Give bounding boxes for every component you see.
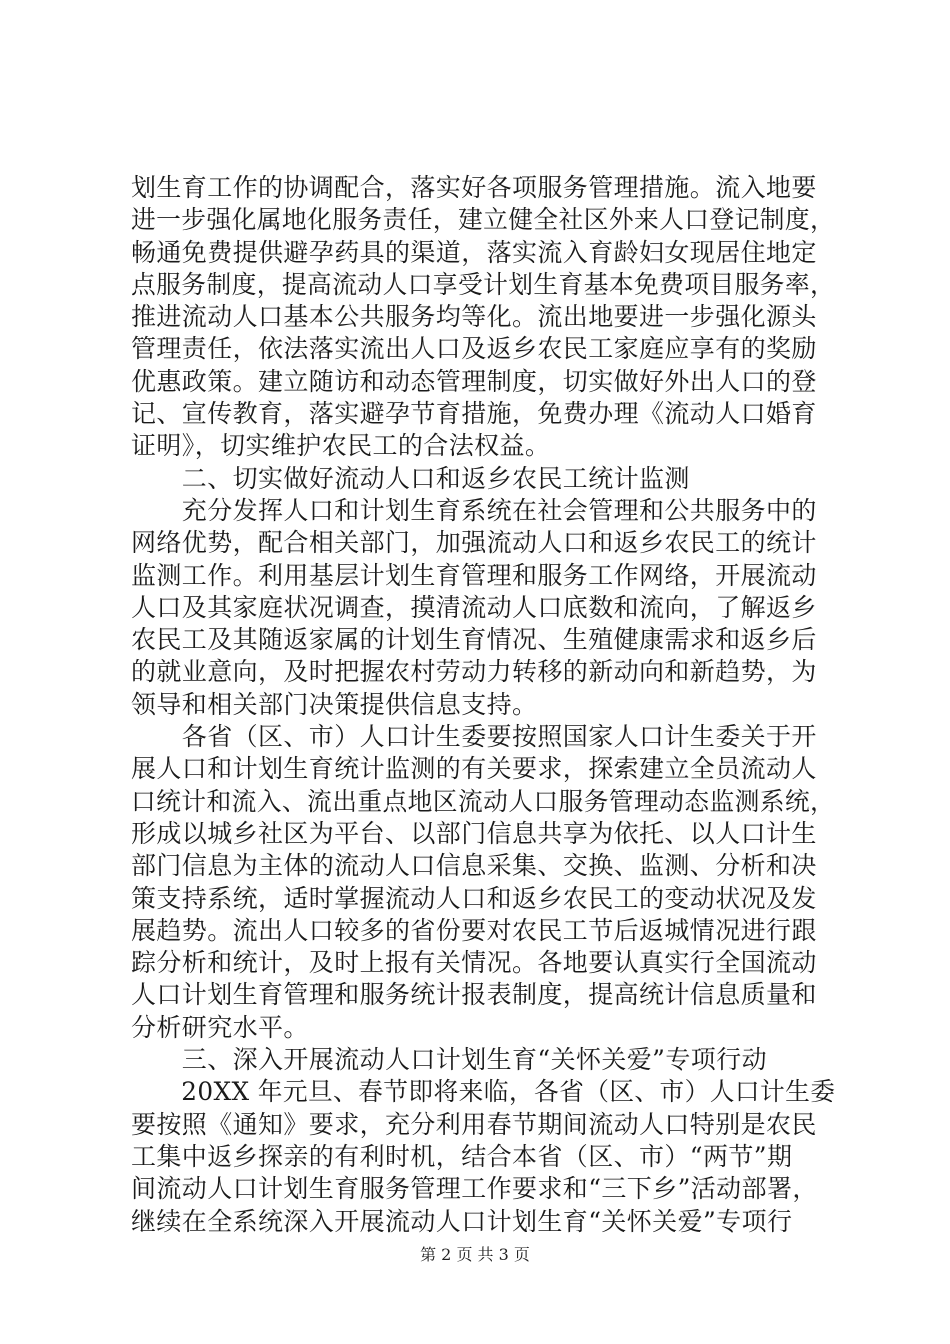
text-line: 各省（区、市）人口计生委要按照国家人口计生委关于开 [131,722,817,752]
text-line: 部门信息为主体的流动人口信息采集、交换、监测、分析和决 [131,851,817,881]
text-line: 口统计和流入、流出重点地区流动人口服务管理动态监测系统， [131,786,836,816]
text-line: 畅通免费提供避孕药具的渠道，落实流入育龄妇女现居住地定 [131,237,817,267]
text-line: 20XX 年元旦、春节即将来临，各省（区、市）人口计生委 [131,1077,836,1107]
text-line: 充分发挥人口和计划生育系统在社会管理和公共服务中的 [131,495,817,525]
text-line: 划生育工作的协调配合，落实好各项服务管理措施。流入地要 [131,173,817,202]
text-line: 形成以城乡社区为平台、以部门信息共享为依托、以人口计生 [131,818,817,848]
text-line: 二、切实做好流动人口和返乡农民工统计监测 [131,463,690,493]
text-line: 推进流动人口基本公共服务均等化。流出地要进一步强化源头 [131,302,817,332]
text-line: 展趋势。流出人口较多的省份要对农民工节后返城情况进行跟 [131,915,817,945]
text-line: 间流动人口计划生育服务管理工作要求和“三下乡”活动部署， [131,1174,818,1204]
text-line: 领导和相关部门决策提供信息支持。 [131,689,538,719]
text-line: 三、深入开展流动人口计划生育“关怀关爱”专项行动 [131,1045,767,1075]
text-line: 进一步强化属地化服务责任，建立健全社区外来人口登记制度， [131,205,836,235]
text-line: 证明》，切实维护农民工的合法权益。 [131,431,551,461]
text-line: 优惠政策。建立随访和动态管理制度，切实做好外出人口的登 [131,366,817,396]
text-line: 策支持系统，适时掌握流动人口和返乡农民工的变动状况及发 [131,883,817,913]
text-line: 管理责任，依法落实流出人口及返乡农民工家庭应享有的奖励 [131,334,817,364]
text-line: 农民工及其随返家属的计划生育情况、生殖健康需求和返乡后 [131,625,817,655]
page-footer: 第 2 页 共 3 页 [420,1245,530,1264]
text-line: 展人口和计划生育统计监测的有关要求，探索建立全员流动人 [131,754,817,784]
text-line: 工集中返乡探亲的有利时机，结合本省（区、市）“两节”期 [131,1141,793,1171]
text-line: 记、宣传教育，落实避孕节育措施，免费办理《流动人口婚育 [131,399,817,429]
text-line: 人口计划生育管理和服务统计报表制度，提高统计信息质量和 [131,980,817,1010]
text-line: 的就业意向，及时把握农村劳动力转移的新动向和新趋势，为 [131,657,817,687]
text-line: 网络优势，配合相关部门，加强流动人口和返乡农民工的统计 [131,528,817,558]
text-line: 点服务制度，提高流动人口享受计划生育基本免费项目服务率， [131,269,836,299]
body-text [131,172,836,1238]
text-line: 人口及其家庭状况调查，摸清流动人口底数和流向，了解返乡 [131,592,817,622]
text-line: 要按照《通知》要求，充分利用春节期间流动人口特别是农民 [131,1109,817,1139]
text-line: 监测工作。利用基层计划生育管理和服务工作网络，开展流动 [131,560,817,590]
text-line: 继续在全系统深入开展流动人口计划生育“关怀关爱”专项行 [131,1206,793,1236]
text-line: 分析研究水平。 [131,1012,309,1042]
text-line: 踪分析和统计，及时上报有关情况。各地要认真实行全国流动 [131,948,817,978]
